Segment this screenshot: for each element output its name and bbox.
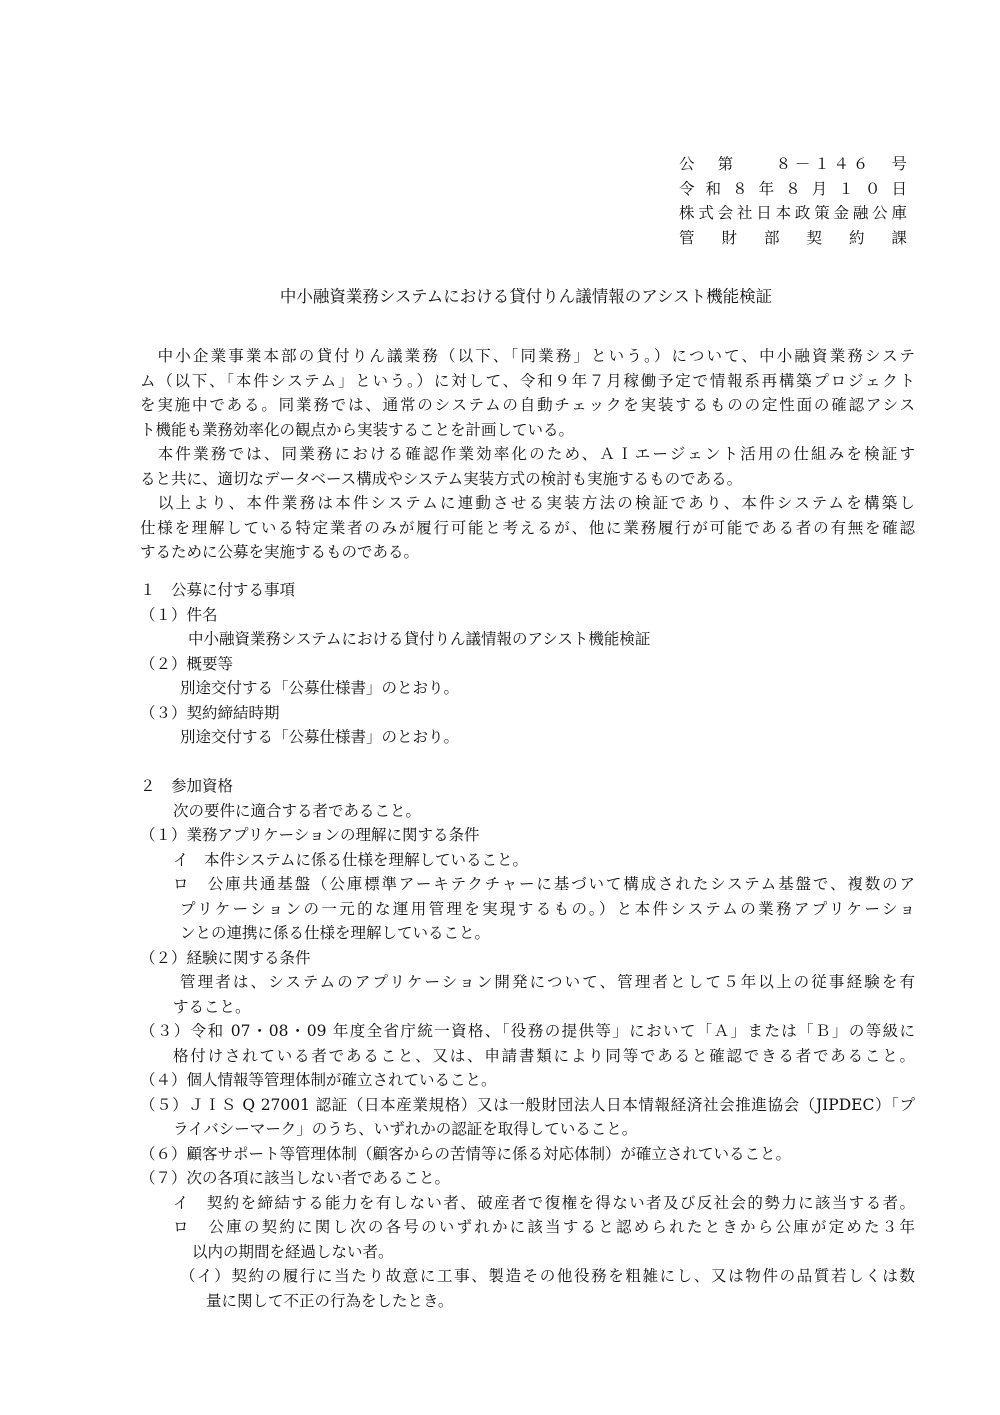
- spacer: [140, 750, 915, 775]
- section-2-subsubitem-cont: 量に関して不正の行為をしたとき。: [206, 1291, 454, 1310]
- intro-p1-line: ト機能も業務効率化の観点から実装することを計画している。: [140, 420, 575, 439]
- section-1-heading: １ 公募に付する事項: [140, 581, 296, 599]
- document-header: [679, 152, 907, 250]
- intro-p3-line: するために公募を実施するものである。: [140, 543, 420, 561]
- section-1-item-content: 中小融資業務システムにおける貸付りん議情報のアシスト機能検証: [188, 630, 651, 648]
- section-1-item-content: 別途交付する「公募仕様書」のとおり。: [180, 728, 460, 746]
- section-2-subitem-cont: ンとの連携に係る仕様を理解していること。: [180, 924, 491, 942]
- section-2-item: （５）ＪＩＳ Q 27001 認証（日本産業規格）又は一般財団法人日本情報経済社会推進協会（JIPDEC）「プ: [140, 1095, 915, 1114]
- intro-section: [140, 344, 915, 565]
- section-2-lead: 次の要件に適合する者であること。: [173, 801, 422, 820]
- intro-p1-line: ム（以下、「本件システム」という。）に対して、令和９年７月稼働予定で情報系再構築プロジェクト: [140, 371, 915, 390]
- document-date: 令和８年８月１０日: [679, 179, 907, 198]
- section-2-item: （３）令和 07・08・09 年度全省庁統一資格、「役務の提供等」において「Ａ」または「Ｂ」の等級に: [140, 1022, 915, 1040]
- section-2-item: （４）個人情報等管理体制が確立されていること。: [140, 1071, 497, 1089]
- section-2-item-cont: 格付けされている者であること、又は、申請書類により同等であると確認できる者であること。: [173, 1046, 915, 1065]
- section-1-item-label: （２）概要等: [140, 654, 234, 673]
- issuer-name: 株式会社日本政策金融公庫: [679, 204, 907, 222]
- document-title: 中小融資業務システムにおける貸付りん議情報のアシスト機能検証: [279, 287, 773, 306]
- section-1-item-content: 別途交付する「公募仕様書」のとおり。: [180, 679, 460, 697]
- intro-p1-line: 中小企業事業本部の貸付りん議業務（以下、「同業務」という。）について、中小融資業務システ: [140, 347, 915, 365]
- intro-p1-line: を実施中である。同業務では、通常のシステムの自動チェックを実装するものの定性面の確認アシス: [140, 396, 915, 414]
- intro-p3-line: 以上より、本件業務は本件システムに連動させる実装方法の検証であり、本件システムを構築し: [140, 494, 915, 512]
- intro-p3-line: 仕様を理解している特定業者のみが履行可能と考えるが、他に業務履行が可能である者の有無を確認: [140, 518, 915, 537]
- section-2-item: （６）顧客サポート等管理体制（顧客からの苦情等に係る対応体制）が確立されていること。: [140, 1144, 792, 1163]
- document-number: 公 第 ８－１４６ 号: [679, 155, 907, 173]
- section-2-heading: ２ 参加資格: [140, 777, 234, 795]
- issuer-department: 管財部契約課: [679, 228, 907, 247]
- section-2-item-cont: ライバシーマーク」のうち、いずれかの認証を取得していること。: [173, 1120, 638, 1138]
- section-2-subitem: ロ 公庫の契約に関し次の各号のいずれかに該当すると認められたときから公庫が定めた３年: [173, 1218, 915, 1236]
- intro-p2-line: 本件業務では、同業務における確認作業効率化のため、ＡＩエージェント活用の仕組みを検証す: [140, 445, 915, 463]
- section-2-subitem-cont: 以内の期間を経過しない者。: [192, 1242, 394, 1261]
- section-2-subsubitem: （イ）契約の履行に当たり故意に工事、製造その他役務を粗雑にし、又は物件の品質若しくは数: [180, 1267, 915, 1285]
- section-2-item-label: （２）経験に関する条件: [140, 948, 311, 967]
- section-2-item-label: （１）業務アプリケーションの理解に関する条件: [140, 826, 480, 844]
- intro-p2-line: ると共に、適切なデータベース構成やシステム実装方式の検討も実施するものである。: [140, 469, 743, 488]
- section-2-subitem: ロ 公庫共通基盤（公庫標準アーキテクチャーに基づいて構成されたシステム基盤で、複数のア: [173, 875, 915, 893]
- section-1-item-label: （３）契約締結時期: [140, 703, 280, 722]
- section-2-item-text: すること。: [173, 997, 251, 1016]
- section-2-subitem: イ 本件システムに係る仕様を理解していること。: [173, 850, 528, 869]
- document-body: [140, 578, 915, 1313]
- section-2-subitem-cont: プリケーションの一元的な運用管理を実現するもの。）と本件システムの業務アプリケーショ: [180, 899, 915, 918]
- section-1-item-label: （１）件名: [140, 605, 218, 624]
- section-2-item-label: （７）次の各項に該当しない者であること。: [140, 1169, 451, 1187]
- section-2-item-text: 管理者は、システムのアプリケーション開発について、管理者として５年以上の従事経験を有: [180, 973, 915, 991]
- section-2-subitem: イ 契約を締結する能力を有しない者、破産者で復権を得ない者及び反社会的勢力に該当する者。: [173, 1193, 915, 1212]
